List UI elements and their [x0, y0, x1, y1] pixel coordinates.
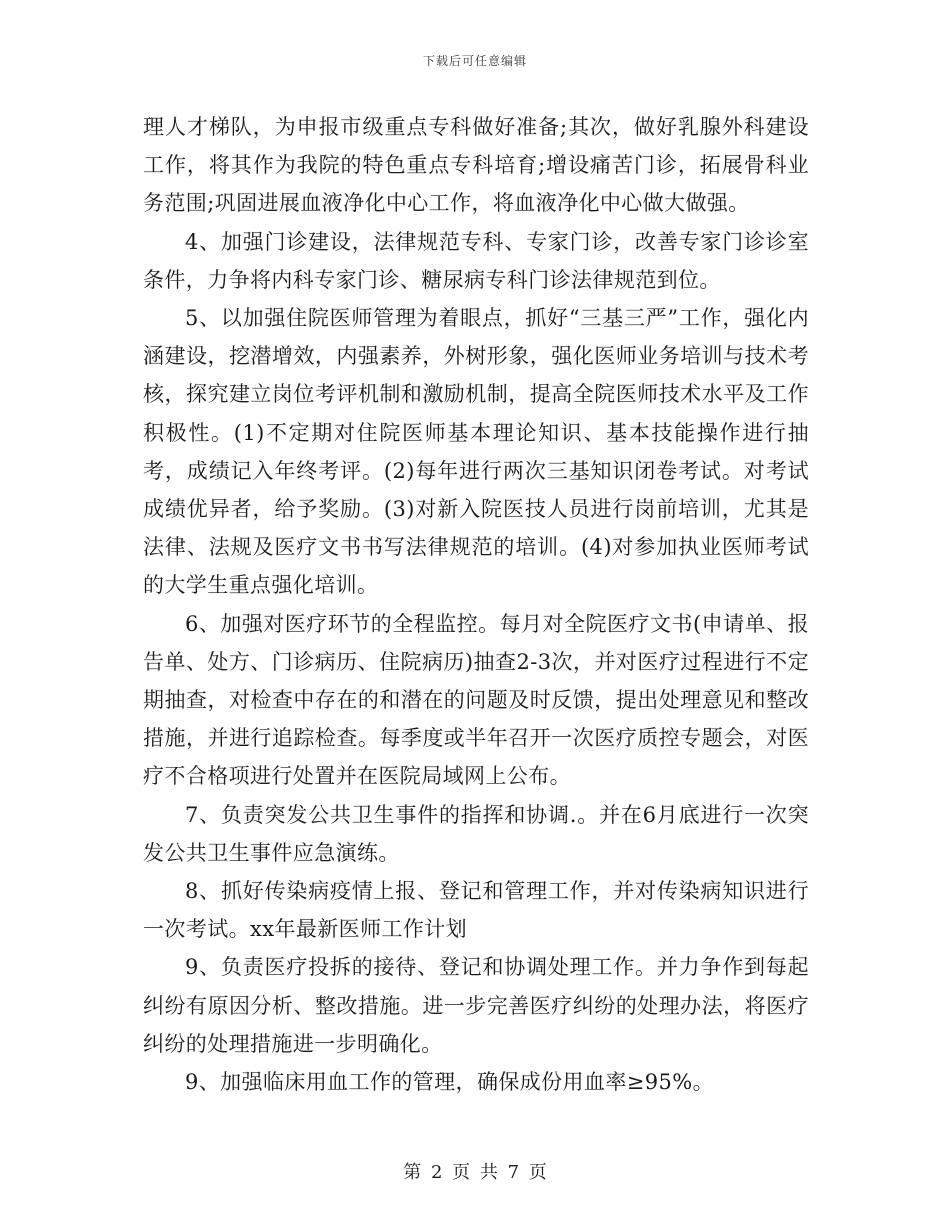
- page-header: 下载后可任意编辑: [422, 54, 527, 68]
- paragraph-item-8: 8、抓好传染病疫情上报、登记和管理工作，并对传染病知识进行一次考试。xx年最新医师工作计划: [143, 879, 809, 942]
- paragraph-item-7: 7、负责突发公共卫生事件的指挥和协调.。并在6月底进行一次突发公共卫生事件应急演练。: [143, 802, 809, 865]
- page-number: 第 2 页 共 7 页: [403, 1162, 547, 1183]
- paragraph-item-4: 4、加强门诊建设，法律规范专科、专家门诊，改善专家门诊诊室条件，力争将内科专家门诊、糖尿病专科门诊法律规范到位。: [143, 229, 809, 292]
- paragraph-item-5: 5、以加强住院医师管理为着眼点，抓好“三基三严”工作，强化内涵建设，挖潜增效，内强素养，外树形象，强化医师业务培训与技术考核，探究建立岗位考评机制和激励机制，提高全院医师技术水平及工作积极性。(1)不定期对住院医师基本理论知识、基本技能操作进行抽考，成绩记入年终考评。(2)每年进行两次三基知识闭卷考试。对考试成绩优异者，给予奖励。(3)对新入院医技人员进行岗前培训，尤其是法律、法规及医疗文书书写法律规范的培训。(4)对参加执业医师考试的大学生重点强化培训。: [143, 306, 809, 598]
- paragraph-continuation: 理人才梯队，为申报市级重点专科做好准备;其次，做好乳腺外科建设工作，将其作为我院的特色重点专科培育;增设痛苦门诊，拓展骨科业务范围;巩固进展血液净化中心工作，将血液净化中心做大做强。: [143, 115, 809, 216]
- document-body: [143, 108, 809, 1101]
- paragraph-item-9a: 9、负责医疗投拆的接待、登记和协调处理工作。并力争作到每起纠纷有原因分析、整改措施。进一步完善医疗纠纷的处理办法，将医疗纠纷的处理措施进一步明确化。: [143, 955, 809, 1056]
- paragraph-item-6: 6、加强对医疗环节的全程监控。每月对全院医疗文书(申请单、报告单、处方、门诊病历、住院病历)抽查2-3次，并对医疗过程进行不定期抽查，对检查中存在的和潜在的问题及时反馈，提出处理意见和整改措施，并进行追踪检查。每季度或半年召开一次医疗质控专题会，对医疗不合格项进行处置并在医院局域网上公布。: [143, 611, 809, 789]
- paragraph-item-9b: 9、加强临床用血工作的管理，确保成份用血率≥95%。: [185, 1070, 715, 1095]
